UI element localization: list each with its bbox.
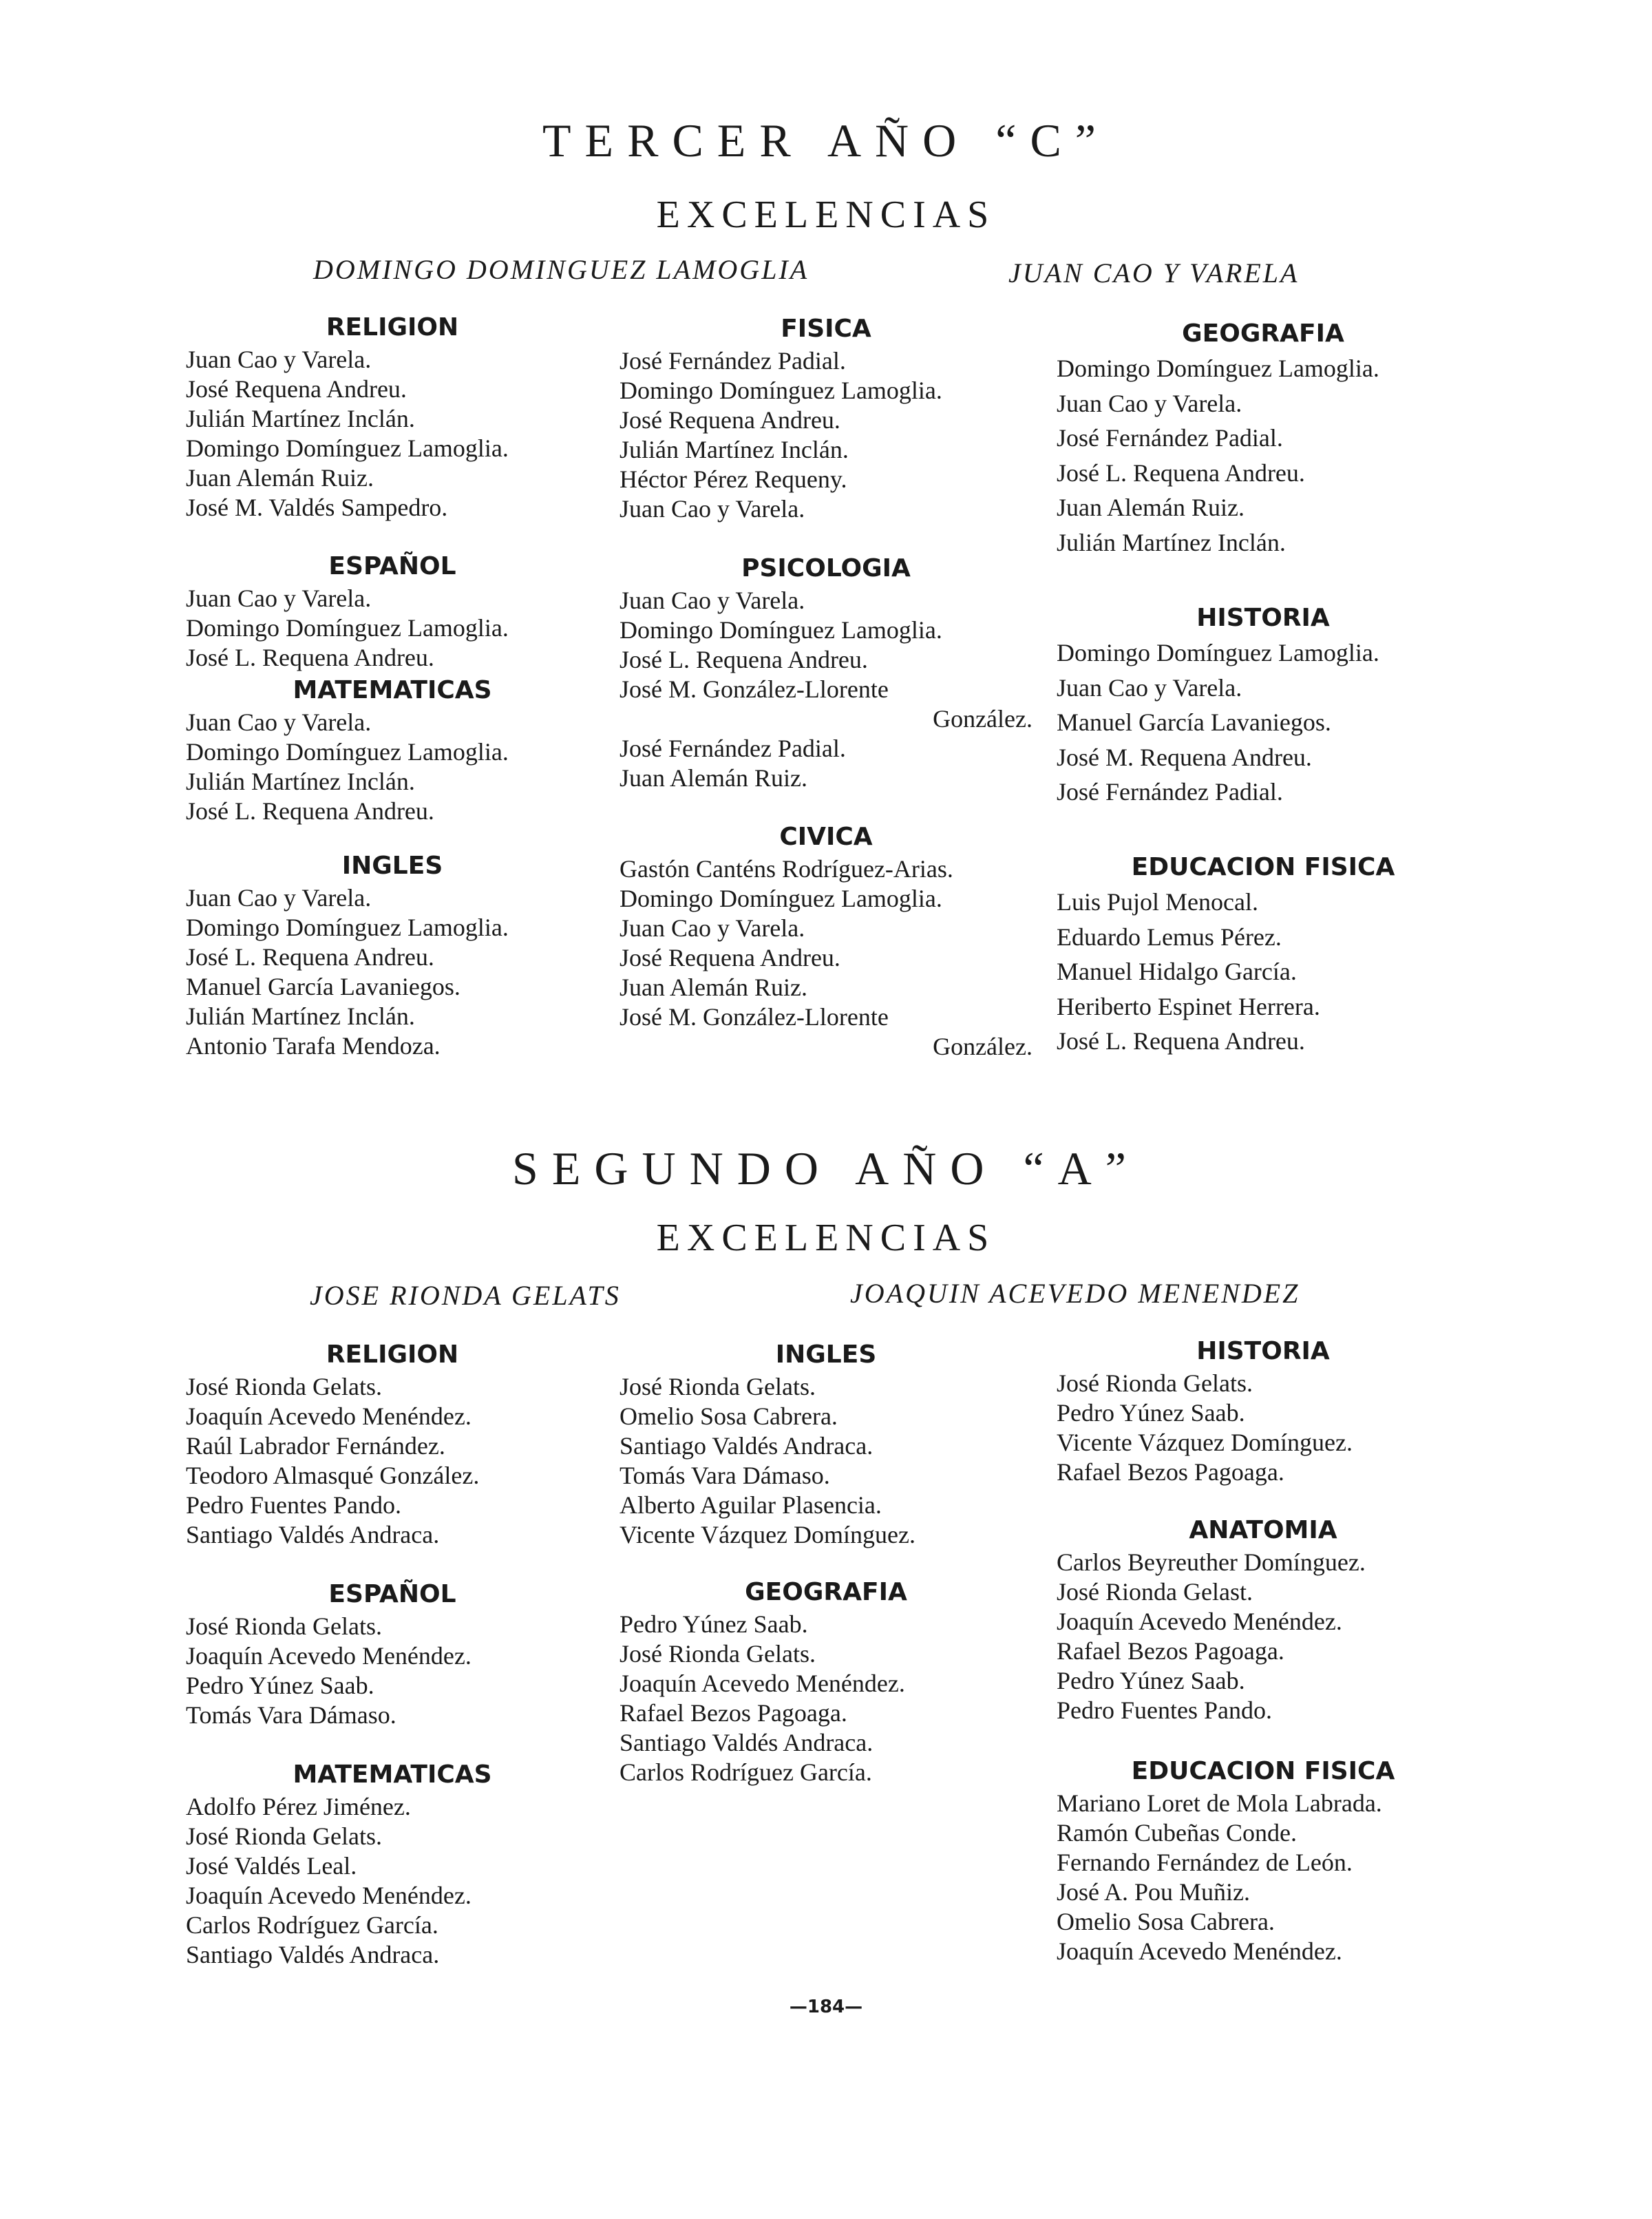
subject-fisica-tercer (620, 313, 1032, 524)
subject-heading: RELIGION (326, 1340, 459, 1369)
subject-religion-tercer (186, 312, 599, 523)
list-item: Pedro Yúnez Saab. (1057, 1667, 1245, 1694)
list-item: Antonio Tarafa Mendoza. (186, 1032, 441, 1060)
list-item: Joaquín Acevedo Menéndez. (186, 1642, 472, 1670)
list-item: Pedro Fuentes Pando. (1057, 1696, 1272, 1724)
list-item: Carlos Beyreuther Domínguez. (1057, 1548, 1366, 1576)
subject-espanol-segundo (186, 1579, 599, 1730)
list-item: Domingo Domínguez Lamoglia. (620, 885, 942, 912)
list-item: Juan Cao y Varela. (186, 708, 372, 736)
list-item: Joaquín Acevedo Menéndez. (620, 1670, 905, 1697)
list-item: Juan Alemán Ruiz. (1057, 494, 1245, 521)
list-item: Santiago Valdés Andraca. (186, 1521, 440, 1548)
subject-heading: INGLES (775, 1340, 877, 1369)
name-list (1057, 351, 1470, 560)
list-item: Rafael Bezos Pagoaga. (620, 1699, 847, 1727)
page-number: —184— (789, 1997, 863, 2017)
name-list (620, 346, 1032, 524)
list-item: Omelio Sosa Cabrera. (620, 1402, 838, 1430)
list-item: Fernando Fernández de León. (1057, 1849, 1353, 1876)
list-item: Mariano Loret de Mola Labrada. (1057, 1789, 1382, 1817)
list-item: José M. González-Llorente (620, 675, 889, 703)
section-title-segundo: SEGUNDO AÑO “A” (512, 1142, 1140, 1195)
list-item: Julián Martínez Inclán. (620, 436, 849, 463)
list-item: José Rionda Gelats. (186, 1373, 382, 1400)
subject-ingles-tercer (186, 850, 599, 1061)
list-item: Raúl Labrador Fernández. (186, 1432, 445, 1460)
list-item: Domingo Domínguez Lamoglia. (186, 738, 509, 766)
list-item: Heriberto Espinet Herrera. (1057, 992, 1320, 1020)
subject-psicologia-tercer (620, 553, 1032, 793)
list-item: Tomás Vara Dámaso. (620, 1462, 830, 1489)
list-item: Gastón Canténs Rodríguez-Arias. (620, 855, 953, 883)
name-list (1057, 1548, 1470, 1725)
subject-heading: EDUCACION FISICA (1131, 1757, 1395, 1785)
list-item: Domingo Domínguez Lamoglia. (620, 377, 942, 404)
list-item: José Requena Andreu. (620, 406, 840, 434)
name-list (186, 1792, 599, 1970)
list-item: Juan Cao y Varela. (1057, 389, 1242, 417)
honoree-1-tercer: DOMINGO DOMINGUEZ LAMOGLIA (313, 254, 809, 285)
list-item: José L. Requena Andreu. (1057, 1027, 1305, 1055)
subject-heading: INGLES (341, 852, 443, 880)
list-item: José Fernández Padial. (1057, 424, 1283, 452)
subject-heading: CIVICA (779, 823, 873, 851)
name-list (620, 586, 1032, 793)
list-item: Santiago Valdés Andraca. (186, 1941, 440, 1968)
name-list (1057, 1789, 1470, 1966)
list-item: Domingo Domínguez Lamoglia. (186, 614, 509, 642)
name-list (1057, 1369, 1470, 1487)
subject-heading: HISTORIA (1196, 1337, 1330, 1365)
list-item: Domingo Domínguez Lamoglia. (1057, 639, 1379, 666)
list-item: Alberto Aguilar Plasencia. (620, 1491, 882, 1519)
list-item: Vicente Vázquez Domínguez. (1057, 1429, 1353, 1456)
list-item: Eduardo Lemus Pérez. (1057, 923, 1282, 951)
list-item: Pedro Yúnez Saab. (186, 1672, 374, 1699)
list-item: Joaquín Acevedo Menéndez. (1057, 1937, 1342, 1965)
list-item: Juan Cao y Varela. (186, 884, 372, 912)
subject-espanol-tercer (186, 551, 599, 673)
list-item: José Rionda Gelats. (186, 1822, 382, 1850)
list-item: Pedro Yúnez Saab. (620, 1610, 808, 1638)
subject-heading: MATEMATICAS (293, 1760, 492, 1789)
subject-matematicas-tercer (186, 675, 599, 826)
list-item: José L. Requena Andreu. (620, 646, 868, 673)
subject-anatomia-segundo (1057, 1515, 1470, 1725)
list-item: Pedro Yúnez Saab. (1057, 1399, 1245, 1427)
list-item: José Valdés Leal. (186, 1852, 357, 1880)
list-item: Carlos Rodríguez García. (186, 1911, 438, 1939)
subject-religion-segundo (186, 1339, 599, 1550)
list-item: Héctor Pérez Requeny. (620, 465, 847, 493)
excelencias-heading-segundo: EXCELENCIAS (656, 1217, 996, 1259)
subject-heading: EDUCACION FISICA (1131, 853, 1395, 881)
honoree-2-segundo: JOAQUIN ACEVEDO MENENDEZ (850, 1278, 1300, 1309)
name-list (620, 1372, 1032, 1550)
subject-heading: MATEMATICAS (293, 676, 492, 704)
section-title-tercer: TERCER AÑO “C” (542, 114, 1110, 167)
list-item: Santiago Valdés Andraca. (620, 1432, 873, 1460)
honoree-1-segundo: JOSE RIONDA GELATS (310, 1280, 621, 1311)
list-item: Domingo Domínguez Lamoglia. (186, 914, 509, 941)
subject-historia-tercer (1057, 602, 1470, 810)
name-list (186, 708, 599, 826)
name-list (186, 1612, 599, 1730)
list-item: José L. Requena Andreu. (1057, 459, 1305, 487)
list-item: Pedro Fuentes Pando. (186, 1491, 401, 1519)
excelencias-heading-tercer: EXCELENCIAS (656, 193, 996, 236)
list-item: Juan Alemán Ruiz. (186, 464, 374, 492)
list-item: Joaquín Acevedo Menéndez. (1057, 1608, 1342, 1635)
list-item: José L. Requena Andreu. (186, 797, 434, 825)
list-item: Juan Cao y Varela. (620, 495, 805, 523)
name-list (186, 883, 599, 1061)
list-item: Manuel García Lavaniegos. (1057, 708, 1331, 736)
subject-geografia-segundo (620, 1577, 1032, 1787)
subject-heading: GEOGRAFIA (1182, 319, 1344, 348)
list-item-continuation: González. (933, 705, 1032, 733)
list-item: José Fernández Padial. (620, 735, 846, 762)
name-list (1057, 635, 1470, 810)
list-item: Joaquín Acevedo Menéndez. (186, 1402, 472, 1430)
list-item: Teodoro Almasqué González. (186, 1462, 480, 1489)
list-item: Adolfo Pérez Jiménez. (186, 1793, 411, 1820)
name-list (186, 345, 599, 523)
subject-heading: FISICA (781, 315, 871, 343)
list-item: José Fernández Padial. (620, 347, 846, 375)
subject-heading: ESPAÑOL (328, 552, 456, 580)
subject-heading: ESPAÑOL (328, 1580, 456, 1608)
list-item: Domingo Domínguez Lamoglia. (186, 434, 509, 462)
subject-heading: HISTORIA (1196, 604, 1330, 632)
list-item: Manuel Hidalgo García. (1057, 958, 1297, 985)
list-item: Domingo Domínguez Lamoglia. (620, 616, 942, 644)
honoree-2-tercer: JUAN CAO Y VARELA (1008, 257, 1300, 288)
list-item: Manuel García Lavaniegos. (186, 973, 460, 1000)
list-item-continuation: González. (933, 1033, 1032, 1060)
list-item: Juan Cao y Varela. (1057, 673, 1242, 702)
list-item: Carlos Rodríguez García. (620, 1758, 872, 1786)
list-item: José Fernández Padial. (1057, 778, 1283, 806)
list-item: Vicente Vázquez Domínguez. (620, 1521, 915, 1548)
list-item: Domingo Domínguez Lamoglia. (1057, 355, 1379, 382)
list-item: José A. Pou Muñiz. (1057, 1878, 1251, 1906)
list-item: José M. González-Llorente (620, 1003, 889, 1031)
name-list (1057, 885, 1470, 1059)
subject-civica-tercer (620, 821, 1032, 1062)
list-item: Julián Martínez Inclán. (186, 405, 415, 432)
list-item: Juan Cao y Varela. (620, 914, 805, 942)
list-item: José M. Valdés Sampedro. (186, 494, 448, 521)
list-item: José Requena Andreu. (186, 375, 407, 403)
list-item: Juan Cao y Varela. (620, 587, 805, 614)
subject-educacion-fisica-tercer (1057, 852, 1470, 1059)
subject-geografia-tercer (1057, 318, 1470, 560)
list-item: Luis Pujol Menocal. (1057, 888, 1258, 916)
list-item: Ramón Cubeñas Conde. (1057, 1819, 1297, 1847)
list-item: José L. Requena Andreu. (186, 943, 434, 971)
list-item: José Rionda Gelast. (1057, 1578, 1253, 1606)
list-item: Santiago Valdés Andraca. (620, 1729, 873, 1756)
list-item: Rafael Bezos Pagoaga. (1057, 1637, 1284, 1665)
list-item: Julián Martínez Inclán. (186, 1002, 415, 1030)
list-item: Tomás Vara Dámaso. (186, 1701, 396, 1729)
name-list (620, 854, 1032, 1062)
subject-heading: GEOGRAFIA (745, 1578, 907, 1606)
name-list (620, 1610, 1032, 1787)
list-item: José Rionda Gelats. (1057, 1369, 1253, 1397)
subject-heading: RELIGION (326, 313, 459, 341)
subject-historia-segundo (1057, 1336, 1470, 1487)
list-item: José Rionda Gelats. (620, 1373, 816, 1400)
list-item: Juan Alemán Ruiz. (620, 764, 807, 792)
list-item: Omelio Sosa Cabrera. (1057, 1908, 1275, 1935)
list-item: José Requena Andreu. (620, 944, 840, 971)
list-item: Rafael Bezos Pagoaga. (1057, 1458, 1284, 1486)
subject-matematicas-segundo (186, 1759, 599, 1970)
list-item: Julián Martínez Inclán. (186, 768, 415, 795)
list-item: Juan Cao y Varela. (186, 585, 372, 612)
list-item: Joaquín Acevedo Menéndez. (186, 1882, 472, 1909)
list-item: Juan Alemán Ruiz. (620, 974, 807, 1001)
list-item: José L. Requena Andreu. (186, 644, 434, 671)
list-item: Juan Cao y Varela. (186, 346, 372, 373)
list-item: Julián Martínez Inclán. (1057, 528, 1286, 556)
list-item: José Rionda Gelats. (620, 1640, 816, 1668)
name-list (186, 1372, 599, 1550)
subject-heading: PSICOLOGIA (741, 554, 911, 582)
list-item: José Rionda Gelats. (186, 1612, 382, 1640)
subject-heading: ANATOMIA (1189, 1516, 1337, 1544)
subject-educacion-fisica-segundo (1057, 1756, 1470, 1966)
subject-ingles-segundo (620, 1339, 1032, 1550)
name-list (186, 584, 599, 673)
list-item: José M. Requena Andreu. (1057, 743, 1312, 771)
